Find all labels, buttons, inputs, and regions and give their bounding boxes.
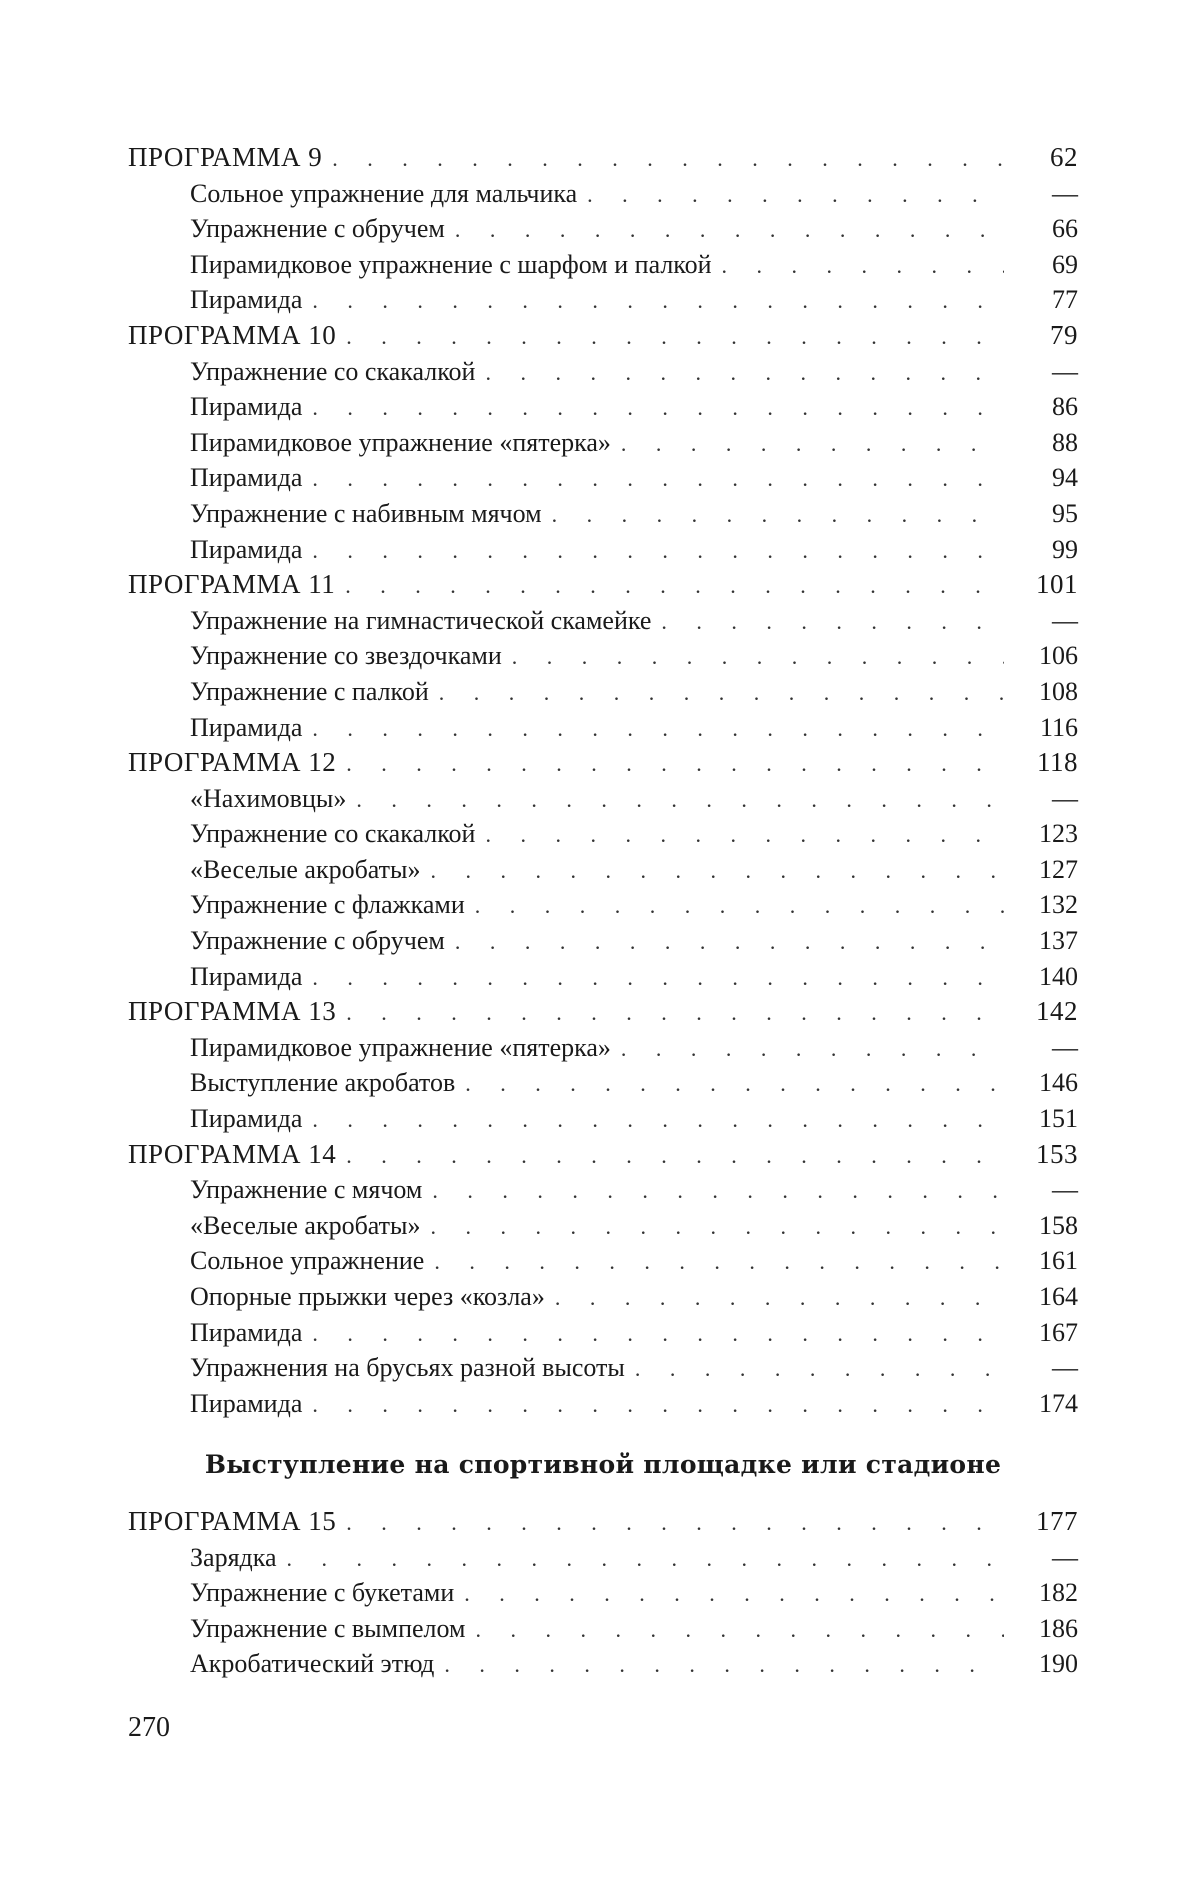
toc-entry-row [128, 354, 1078, 390]
dot-leader [346, 1505, 1004, 1541]
toc-entry-page: 101 [1036, 569, 1078, 600]
toc-entry-title: ПРОГРАММА 13 [128, 996, 337, 1027]
toc-entry-page: 151 [1039, 1104, 1078, 1134]
toc-entry-row [128, 389, 1078, 425]
toc-entry-row [128, 710, 1078, 746]
toc-entry-page: 94 [1052, 463, 1078, 493]
toc-entry-page: — [1052, 1032, 1078, 1062]
toc-entry-page: 167 [1039, 1317, 1078, 1347]
dot-leader [346, 319, 1004, 355]
toc-entry-title: Выступление акробатов [190, 1068, 456, 1098]
table-of-contents [128, 140, 1078, 1421]
toc-program-row [128, 745, 1078, 781]
toc-entry-page: 99 [1052, 534, 1078, 564]
dot-leader [432, 1173, 1004, 1209]
toc-entry-row [128, 496, 1078, 532]
toc-entry-title: ПРОГРАММА 11 [128, 569, 336, 600]
toc-entry-page: 153 [1036, 1138, 1078, 1169]
toc-entry-title: Акробатический этюд [190, 1649, 435, 1679]
toc-program-row [128, 1137, 1078, 1173]
toc-entry-page: 186 [1039, 1613, 1078, 1643]
toc-entry-title: Упражнение с обручем [190, 926, 445, 956]
toc-entry-page: — [1052, 356, 1078, 386]
dot-leader [312, 1316, 1004, 1352]
dot-leader [475, 888, 1004, 924]
toc-entry-title: Пирамида [190, 463, 303, 493]
toc-entry-title: Сольное упражнение [190, 1246, 425, 1276]
toc-entry-title: Пирамида [190, 1317, 303, 1347]
dot-leader [312, 711, 1004, 747]
toc-entry-row [128, 282, 1078, 318]
toc-entry-page: 79 [1050, 319, 1078, 350]
dot-leader [431, 853, 1004, 889]
toc-entry-page: 88 [1052, 427, 1078, 457]
toc-entry-title: Упражнение со скакалкой [190, 819, 476, 849]
toc-entry-page: — [1052, 1353, 1078, 1383]
dot-leader [722, 248, 1004, 284]
toc-entry-row [128, 247, 1078, 283]
toc-entry-page: — [1052, 605, 1078, 635]
toc-entry-row [128, 176, 1078, 212]
dot-leader [439, 675, 1004, 711]
toc-program-row [128, 318, 1078, 354]
toc-entry-title: Пирамида [190, 712, 303, 742]
section-heading: Выступление на спортивной площадке или стадионе [204, 1450, 1002, 1479]
toc-entry-title: «Веселые акробаты» [190, 1210, 421, 1240]
toc-entry-title: ПРОГРАММА 14 [128, 1138, 337, 1169]
toc-entry-title: Пирамидковое упражнение «пятерка» [190, 427, 611, 457]
toc-entry-row [128, 1611, 1078, 1647]
toc-entry-title: ПРОГРАММА 12 [128, 747, 337, 778]
toc-entry-page: — [1052, 783, 1078, 813]
toc-entry-row [128, 816, 1078, 852]
toc-entry-page: 158 [1039, 1210, 1078, 1240]
toc-entry-page: 174 [1039, 1388, 1078, 1418]
toc-entry-page: 132 [1039, 890, 1078, 920]
toc-entry-page: 118 [1037, 747, 1078, 778]
dot-leader [587, 177, 1004, 213]
dot-leader [287, 1541, 1004, 1577]
dot-leader [332, 141, 1004, 177]
toc-entry-page: 127 [1039, 854, 1078, 884]
dot-leader [346, 746, 1004, 782]
table-of-contents-continued [128, 1504, 1078, 1682]
toc-entry-title: Упражнение с набивным мячом [190, 498, 542, 528]
dot-leader [312, 1102, 1004, 1138]
toc-entry-title: Пирамида [190, 534, 303, 564]
dot-leader [312, 960, 1004, 996]
toc-entry-row [128, 211, 1078, 247]
toc-entry-row [128, 1350, 1078, 1386]
dot-leader [555, 1280, 1004, 1316]
dot-leader [464, 1576, 1004, 1612]
toc-entry-page: 66 [1052, 214, 1078, 244]
toc-entry-title: Пирамида [190, 961, 303, 991]
toc-entry-page: 137 [1039, 926, 1078, 956]
toc-entry-row [128, 923, 1078, 959]
toc-entry-row [128, 1575, 1078, 1611]
toc-entry-page: 161 [1039, 1246, 1078, 1276]
dot-leader [485, 355, 1004, 391]
toc-entry-title: Упражнение на гимнастической скамейке [190, 605, 652, 635]
toc-program-row [128, 994, 1078, 1030]
toc-entry-page: 182 [1039, 1578, 1078, 1608]
toc-entry-page: 146 [1039, 1068, 1078, 1098]
toc-entry-row [128, 1315, 1078, 1351]
toc-entry-page: 62 [1050, 142, 1078, 172]
dot-leader [431, 1209, 1004, 1245]
dot-leader [485, 817, 1004, 853]
toc-entry-row [128, 1279, 1078, 1315]
toc-entry-title: Сольное упражнение для мальчика [190, 178, 578, 208]
toc-entry-row [128, 887, 1078, 923]
toc-entry-row [128, 1030, 1078, 1066]
dot-leader [346, 995, 1004, 1031]
toc-entry-page: 108 [1039, 676, 1078, 706]
toc-entry-page: 123 [1039, 819, 1078, 849]
toc-entry-title: Упражнение со звездочками [190, 641, 502, 671]
dot-leader [312, 390, 1004, 426]
dot-leader [312, 283, 1004, 319]
toc-entry-page: 142 [1036, 996, 1078, 1027]
toc-program-row [128, 567, 1078, 603]
toc-entry-title: ПРОГРАММА 10 [128, 319, 337, 350]
toc-program-row [128, 140, 1078, 176]
dot-leader [621, 426, 1004, 462]
toc-entry-page: 69 [1052, 249, 1078, 279]
toc-entry-page: — [1052, 178, 1078, 208]
dot-leader [635, 1351, 1004, 1387]
toc-program-row [128, 1504, 1078, 1540]
toc-entry-title: Упражнение с мячом [190, 1175, 423, 1205]
toc-entry-row [128, 603, 1078, 639]
dot-leader [356, 782, 1004, 818]
toc-entry-title: Упражнение со скакалкой [190, 356, 476, 386]
dot-leader [346, 1138, 1004, 1174]
toc-entry-page: 177 [1036, 1506, 1078, 1536]
toc-entry-row [128, 1386, 1078, 1422]
toc-entry-title: Пирамида [190, 392, 303, 422]
dot-leader [512, 639, 1004, 675]
toc-entry-row [128, 1540, 1078, 1576]
toc-entry-title: Упражнения на брусьях разной высоты [190, 1353, 625, 1383]
toc-entry-page: 164 [1039, 1282, 1078, 1311]
toc-entry-page: — [1052, 1175, 1078, 1205]
toc-entry-row [128, 781, 1078, 817]
page-number: 270 [128, 1712, 170, 1743]
toc-entry-page: 86 [1052, 392, 1078, 422]
dot-leader [455, 924, 1004, 960]
toc-entry-page: 95 [1052, 498, 1078, 528]
dot-leader [312, 533, 1004, 569]
toc-entry-title: Упражнение с обручем [190, 214, 445, 244]
toc-entry-title: Упражнение с вымпелом [190, 1613, 466, 1643]
toc-entry-title: Зарядка [190, 1542, 277, 1572]
toc-entry-row [128, 1101, 1078, 1137]
toc-entry-page: 190 [1039, 1649, 1078, 1679]
toc-entry-row [128, 532, 1078, 568]
toc-entry-row [128, 674, 1078, 710]
toc-entry-title: Опорные прыжки через «козла» [190, 1282, 545, 1311]
dot-leader [621, 1031, 1004, 1067]
toc-entry-title: Пирамида [190, 1104, 303, 1134]
toc-entry-page: 140 [1039, 961, 1078, 991]
dot-leader [455, 212, 1004, 248]
toc-entry-title: Пирамидковое упражнение с шарфом и палкой [190, 249, 712, 279]
toc-entry-row [128, 852, 1078, 888]
toc-entry-row [128, 1172, 1078, 1208]
toc-entry-title: ПРОГРАММА 9 [128, 142, 323, 172]
dot-leader [434, 1244, 1004, 1280]
dot-leader [345, 568, 1004, 604]
toc-entry-title: Упражнение с флажками [190, 890, 465, 920]
toc-entry-page: — [1052, 1542, 1078, 1572]
toc-entry-row [128, 460, 1078, 496]
toc-entry-page: 77 [1052, 285, 1078, 315]
toc-entry-title: ПРОГРАММА 15 [128, 1506, 337, 1536]
toc-entry-title: Упражнение с букетами [190, 1578, 455, 1608]
dot-leader [552, 497, 1004, 533]
toc-entry-title: «Веселые акробаты» [190, 854, 421, 884]
toc-entry-title: «Нахимовцы» [190, 783, 347, 813]
dot-leader [312, 461, 1004, 497]
toc-entry-title: Пирамидковое упражнение «пятерка» [190, 1032, 611, 1062]
toc-entry-page: 116 [1039, 712, 1078, 742]
dot-leader [465, 1066, 1004, 1102]
toc-entry-row [128, 1065, 1078, 1101]
toc-entry-row [128, 638, 1078, 674]
dot-leader [444, 1647, 1004, 1683]
toc-entry-row [128, 1646, 1078, 1682]
toc-entry-row [128, 425, 1078, 461]
toc-entry-title: Пирамида [190, 285, 303, 315]
toc-entry-page: 106 [1039, 641, 1078, 671]
toc-entry-row [128, 1208, 1078, 1244]
dot-leader [476, 1612, 1005, 1648]
dot-leader [312, 1387, 1004, 1423]
toc-entry-row [128, 1243, 1078, 1279]
toc-entry-title: Упражнение с палкой [190, 676, 429, 706]
toc-entry-row [128, 959, 1078, 995]
dot-leader [661, 604, 1004, 640]
toc-entry-title: Пирамида [190, 1388, 303, 1418]
